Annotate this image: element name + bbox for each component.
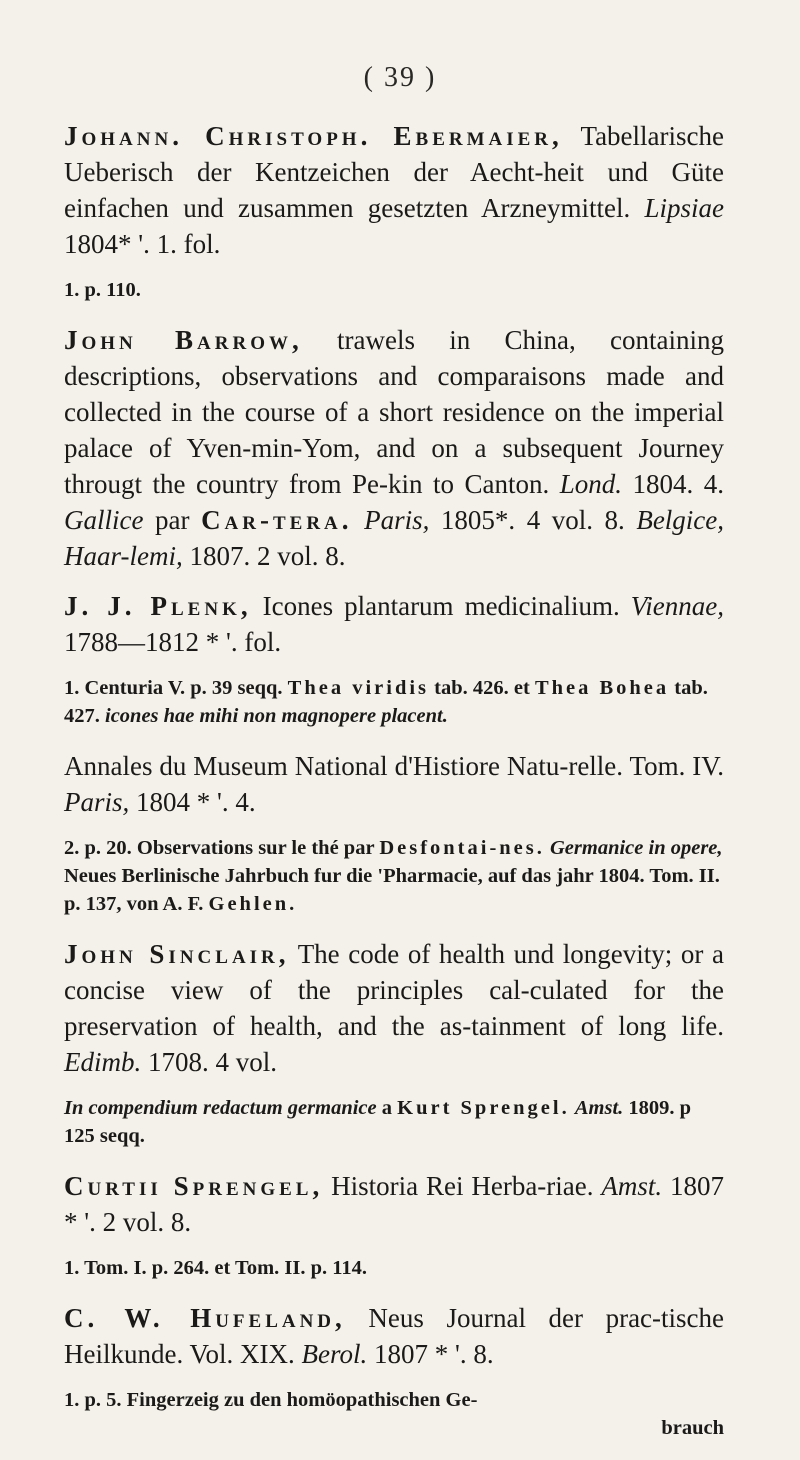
entry-author: J. J. Plenk, bbox=[64, 591, 252, 621]
entry-format: 1. fol. bbox=[156, 229, 221, 259]
page-number: ( 39 ) bbox=[363, 62, 437, 93]
entry-sprengel bbox=[64, 1168, 724, 1240]
entry-place: Edimb. bbox=[64, 1047, 142, 1077]
entry-place: Haar-lemi, bbox=[64, 541, 183, 571]
entry-note bbox=[64, 834, 724, 918]
entry-barrow bbox=[64, 322, 724, 574]
entry-place: Paris, bbox=[64, 787, 130, 817]
note-italic: Amst. bbox=[574, 1097, 624, 1119]
entry-year: 1805*. 4 vol. 8. bbox=[440, 505, 625, 535]
note-italic: Germanice in opere, bbox=[550, 837, 723, 859]
note-continuation: brauch bbox=[661, 1417, 724, 1439]
entry-language: Gallice bbox=[64, 505, 144, 535]
note-text: 1. p. 5. Fingerzeig zu den homöopathischen Ge- bbox=[64, 1389, 478, 1411]
entry-place: Viennae, bbox=[630, 591, 725, 621]
entry-mark: * '. bbox=[118, 229, 150, 259]
entry-author: John Barrow, bbox=[64, 325, 303, 355]
entry-year: 1807 * '. 8. bbox=[373, 1339, 494, 1369]
entry-plenk bbox=[64, 588, 724, 660]
entry-ebermaier bbox=[64, 118, 724, 262]
note-text: tab. 427. bbox=[64, 677, 708, 727]
entry-author: Johann. Christoph. Ebermaier, bbox=[64, 121, 563, 151]
note-text: a bbox=[381, 1097, 392, 1119]
entry-year: 1788—1812 * '. fol. bbox=[64, 627, 282, 657]
entry-note: 1. Tom. I. p. 264. et Tom. II. p. 114. bbox=[64, 1257, 368, 1279]
entry-place: Paris, bbox=[364, 505, 430, 535]
entry-note: 1. p. 110. bbox=[64, 279, 141, 301]
entry-year: 1804. 4. bbox=[632, 469, 725, 499]
note-italic: In compendium redactum germanice bbox=[64, 1097, 377, 1119]
entry-note bbox=[64, 1094, 724, 1150]
entry-title: Tabellarische Ueberisch der Kentzeichen der Aecht-heit und Güte einfachen und zusammen gesetzten Arzneymittel. bbox=[64, 121, 724, 223]
note-spaced: Desfontai-nes. bbox=[379, 837, 545, 859]
entry-translator: Car-tera. bbox=[201, 505, 353, 535]
note-text: 2. p. 20. Observations sur le thé par bbox=[64, 837, 375, 859]
entry-title: Annales du Museum National d'Histiore Natu-relle. Tom. IV. bbox=[64, 751, 724, 781]
note-italic: icones hae mihi non magnopere placent. bbox=[105, 705, 448, 727]
note-text: Neues Berlinische Jahrbuch fur die 'Pharmacie, auf das jahr 1804. Tom. II. p. 137, von A. F. bbox=[64, 865, 720, 915]
note-spaced: Gehlen. bbox=[208, 893, 298, 915]
entry-title: Historia Rei Herba-riae. bbox=[331, 1171, 594, 1201]
entry-annales bbox=[64, 748, 724, 820]
entry-title: Icones plantarum medicinalium. bbox=[262, 591, 620, 621]
entry-note bbox=[64, 1386, 724, 1442]
entry-note bbox=[64, 674, 724, 730]
entry-title: trawels in China, containing descriptions, observations and comparaisons made and collected in the course of a short residence on the imperial palace of Yven-min-Yom, and on a subsequent Journey througt the country from Pe-kin to Canton. bbox=[64, 325, 724, 499]
entry-place: Amst. bbox=[601, 1171, 663, 1201]
note-text: tab. 426. et bbox=[434, 677, 530, 699]
entry-sinclair bbox=[64, 936, 724, 1080]
entry-place: Lond. bbox=[559, 469, 622, 499]
entry-text: par bbox=[155, 505, 190, 535]
entry-title: Neus Journal der prac-tische Heilkunde. Vol. XIX. bbox=[64, 1303, 725, 1369]
note-spaced: Thea Bohea bbox=[534, 677, 670, 699]
entry-year: 1807 * '. 2 vol. 8. bbox=[64, 1171, 724, 1237]
note-text: 1. Centuria V. p. 39 seqq. bbox=[64, 677, 283, 699]
entry-hufeland bbox=[64, 1300, 724, 1372]
entry-author: John Sinclair, bbox=[64, 939, 290, 969]
entry-language: Belgice, bbox=[636, 505, 725, 535]
entry-year: 1804 * '. 4. bbox=[136, 787, 256, 817]
entry-place: Lipsiae bbox=[644, 193, 725, 223]
page-body bbox=[64, 118, 724, 1460]
entry-place: Berol. bbox=[301, 1339, 368, 1369]
entry-year: 1807. 2 vol. 8. bbox=[189, 541, 346, 571]
entry-title: The code of health und longevity; or a concise view of the principles cal-culated for the preservation of health, and the as-tainment of long life. bbox=[64, 939, 725, 1041]
entry-year: 1804 bbox=[64, 229, 118, 259]
entry-author: Curtii Sprengel, bbox=[64, 1171, 324, 1201]
note-text: 1809. p 125 seqq. bbox=[64, 1097, 692, 1147]
note-spaced: Kurt Sprengel. bbox=[397, 1097, 570, 1119]
entry-year: 1708. 4 vol. bbox=[148, 1047, 278, 1077]
entry-author: C. W. Hufeland, bbox=[64, 1303, 346, 1333]
note-spaced: Thea viridis bbox=[287, 677, 430, 699]
